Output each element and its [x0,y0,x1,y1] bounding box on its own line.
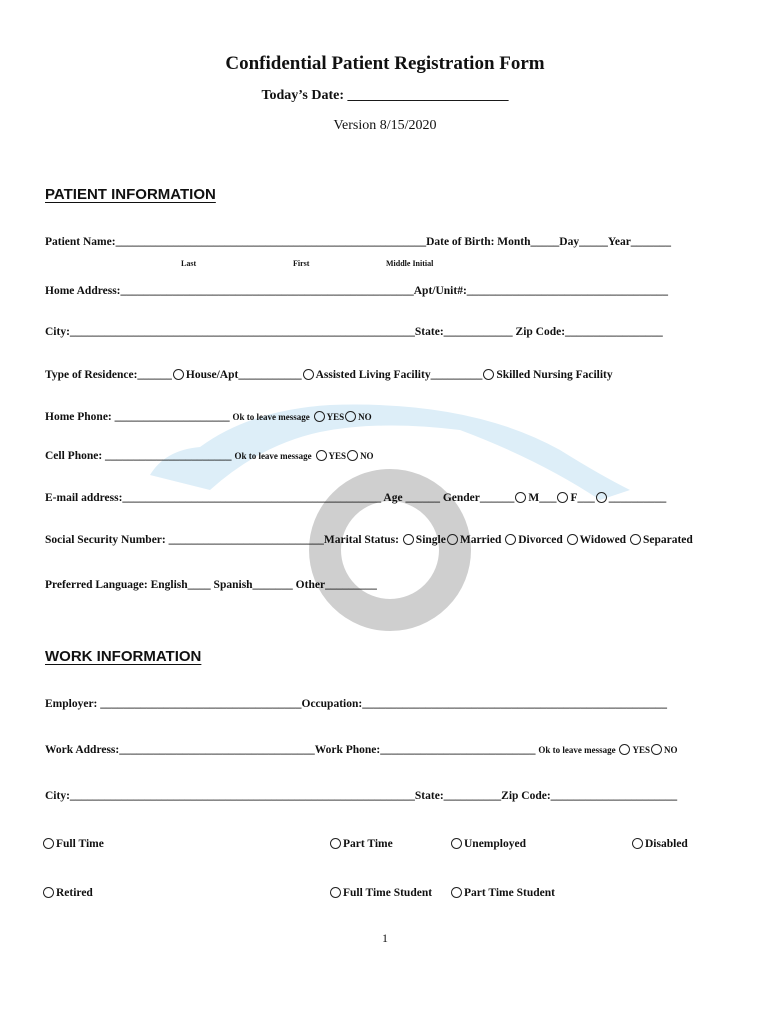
radio-part-time-student[interactable] [451,887,462,898]
home-no-label: NO [358,412,372,422]
employment-part-time-student[interactable] [450,887,555,899]
patient-name-field[interactable]: Patient Name:______________________________________________________Date of Birth: Month_____Day_____Year_______ [45,236,672,248]
radio-work-no[interactable] [651,744,662,755]
radio-cell-yes[interactable] [316,450,327,461]
separated-label: Separated [642,534,693,546]
radio-unemployed[interactable] [451,838,462,849]
radio-gender-m[interactable] [515,492,526,503]
radio-assisted-living[interactable] [303,369,314,380]
radio-house[interactable] [173,369,184,380]
cell-phone-row [45,450,374,462]
form-version: Version 8/15/2020 [333,118,437,133]
employment-full-time[interactable] [42,838,104,850]
gender-other-field[interactable]: __________ [608,492,667,504]
home-phone-field[interactable]: Home Phone: ____________________ [45,411,230,423]
cell-phone-field[interactable]: Cell Phone: ______________________ [45,450,232,462]
radio-home-no[interactable] [345,411,356,422]
employer-occupation-field[interactable]: Employer: ___________________________________Occupation:_____________________________________________________ [45,698,667,710]
retired-label: Retired [56,887,93,899]
name-sub-first: First [293,259,310,268]
radio-home-yes[interactable] [314,411,325,422]
radio-part-time[interactable] [330,838,341,849]
work-yes-label: YES [632,745,650,755]
employment-retired[interactable] [42,887,93,899]
work-address-row [45,744,677,756]
radio-married[interactable] [447,534,458,545]
city-state-zip-field[interactable]: City:____________________________________________________________State:____________ Zip Code:_________________ [45,326,663,338]
home-yes-label: YES [326,412,345,422]
email-age-field[interactable]: E-mail address:_____________________________________________ Age ______ Gender______ [45,492,515,504]
radio-retired[interactable] [43,887,54,898]
residence-row [45,369,613,381]
work-info-heading: WORK INFORMATION [45,648,202,665]
work-no-label: NO [663,745,678,755]
gender-f-label: F___ [570,492,595,504]
residence-label[interactable]: Type of Residence:______ [45,369,172,381]
page-number: 1 [382,931,388,945]
name-sub-last: Last [181,259,197,268]
todays-date-field[interactable]: Today’s Date: _______________________ [261,88,509,103]
watermark-ring [325,485,455,615]
employment-disabled[interactable] [631,838,688,850]
residence-skilled-label: Skilled Nursing Facility [496,369,613,381]
radio-separated[interactable] [630,534,641,545]
email-age-gender-row [45,492,666,504]
employment-unemployed[interactable] [450,838,526,850]
employment-part-time[interactable] [329,838,393,850]
part-time-student-label: Part Time Student [464,887,555,899]
radio-single[interactable] [403,534,414,545]
disabled-label: Disabled [645,838,688,850]
radio-full-time[interactable] [43,838,54,849]
patient-info-heading: PATIENT INFORMATION [45,186,216,203]
cell-no-label: NO [360,451,374,461]
radio-skilled-nursing[interactable] [483,369,494,380]
single-label: Single [415,534,446,546]
cell-phone-ok-label: Ok to leave message [234,451,312,461]
employment-full-time-student[interactable] [329,887,432,899]
radio-widowed[interactable] [567,534,578,545]
form-title: Confidential Patient Registration Form [225,53,545,74]
work-ok-label: Ok to leave message [538,745,616,755]
unemployed-label: Unemployed [464,838,526,850]
preferred-language-field[interactable]: Preferred Language: English____ Spanish_______ Other_________ [45,579,377,591]
gender-m-label: M___ [528,492,557,504]
home-phone-ok-label: Ok to leave message [232,412,310,422]
home-address-field[interactable]: Home Address:___________________________________________________Apt/Unit#:___________________________________ [45,285,669,297]
full-time-student-label: Full Time Student [343,887,433,899]
radio-full-time-student[interactable] [330,887,341,898]
radio-cell-no[interactable] [347,450,358,461]
name-sub-middle: Middle Initial [386,259,434,268]
radio-gender-f[interactable] [557,492,568,503]
work-city-state-zip-field[interactable]: City:____________________________________________________________State:__________Zip Code:______________________ [45,790,678,802]
radio-gender-other[interactable] [596,492,607,503]
residence-assisted-label: Assisted Living Facility_________ [315,369,483,381]
cell-yes-label: YES [328,451,347,461]
radio-disabled[interactable] [632,838,643,849]
home-phone-row [45,411,372,423]
ssn-marital-row [45,534,693,546]
part-time-label: Part Time [343,838,393,850]
ssn-field[interactable]: Social Security Number: ___________________________Marital Status: [45,534,399,546]
divorced-label: Divorced [518,534,563,546]
radio-work-yes[interactable] [619,744,630,755]
full-time-label: Full Time [56,838,104,850]
widowed-label: Widowed [579,534,627,546]
work-address-field[interactable]: Work Address:__________________________________Work Phone:___________________________ [45,744,536,756]
residence-house-label: House/Apt___________ [185,369,302,381]
married-label: Married [459,534,502,546]
radio-divorced[interactable] [505,534,516,545]
